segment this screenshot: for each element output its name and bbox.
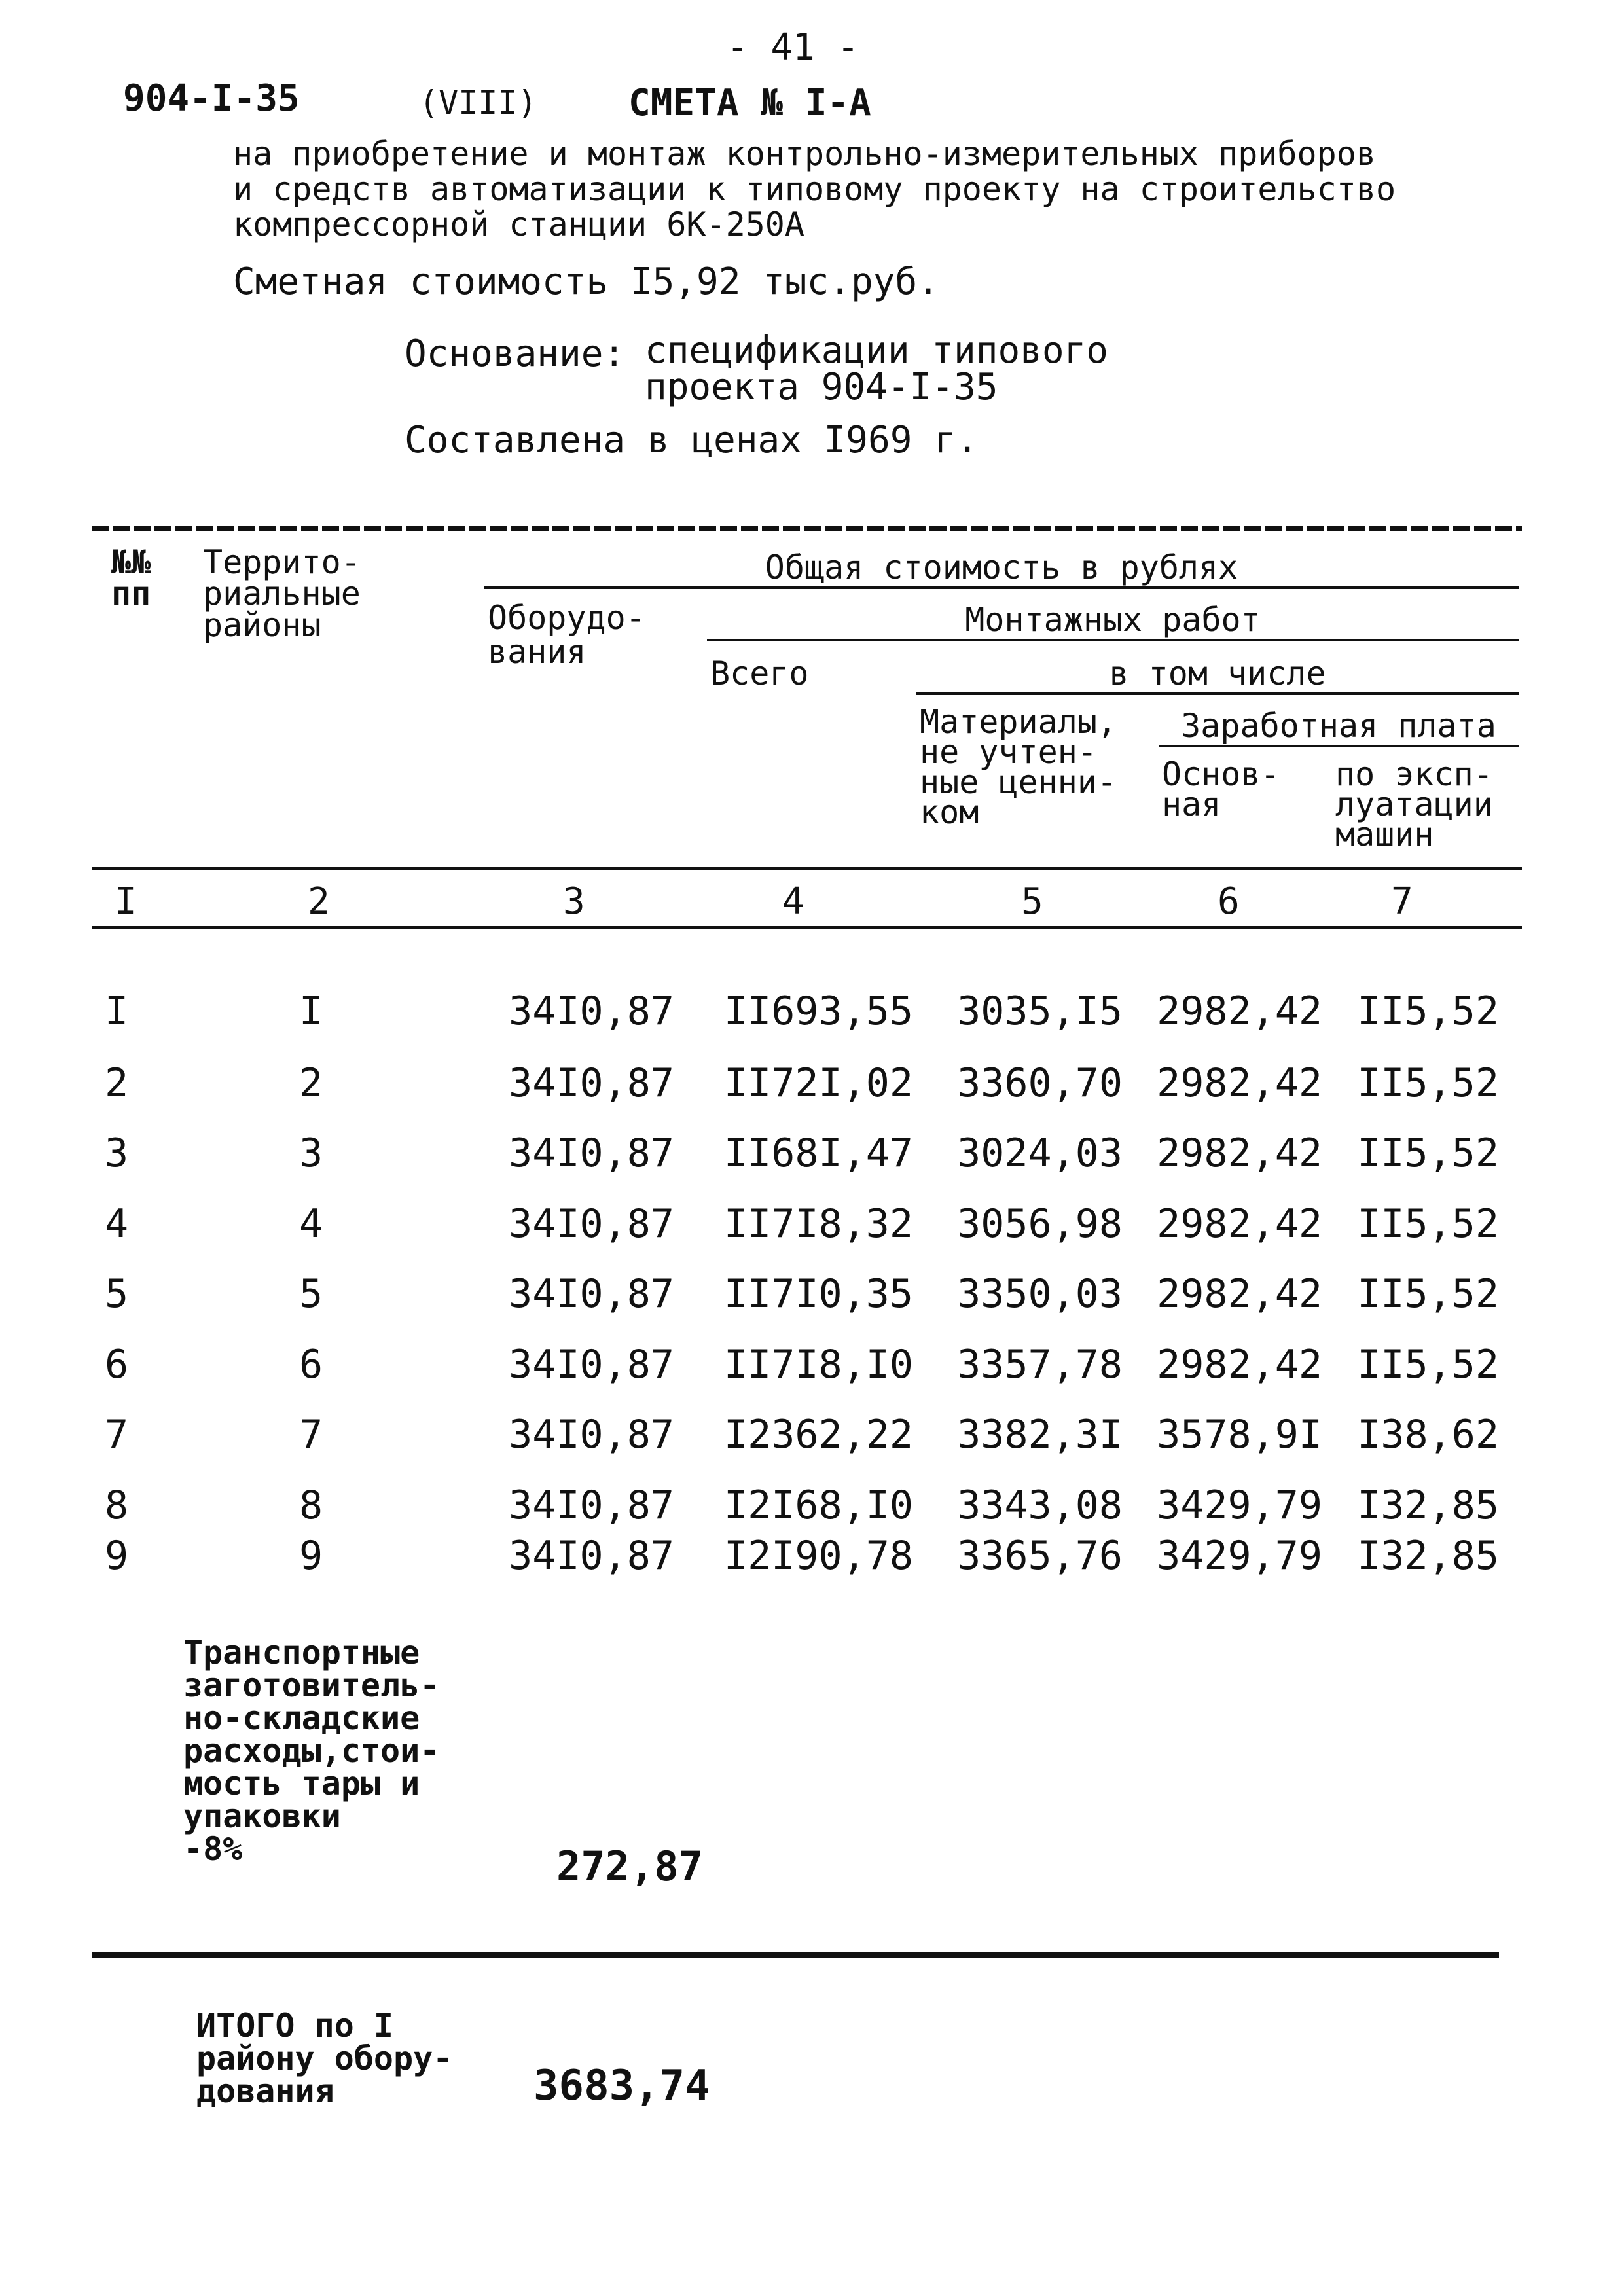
header-equipment: Оборудо- вания bbox=[488, 599, 645, 671]
table-cell: I bbox=[105, 988, 129, 1034]
table-cell: I2I68,I0 bbox=[724, 1482, 913, 1528]
header-machines: по эксп- луатации машин bbox=[1335, 755, 1493, 853]
table-cell: I32,85 bbox=[1357, 1533, 1499, 1579]
transport-value: 272,87 bbox=[556, 1842, 703, 1890]
header-rule bbox=[916, 692, 1519, 695]
table-cell: I2362,22 bbox=[724, 1412, 913, 1458]
table-cell: 34I0,87 bbox=[509, 1533, 674, 1579]
column-number: 6 bbox=[1218, 880, 1240, 923]
column-number: I bbox=[115, 880, 137, 923]
transport-label-line: -8% bbox=[183, 1830, 243, 1868]
table-cell: 2982,42 bbox=[1157, 988, 1322, 1034]
table-cell: 4 bbox=[105, 1201, 129, 1247]
basis-label: Основание: bbox=[405, 332, 626, 375]
total-rule bbox=[92, 1952, 1499, 1958]
total-label-line: ИТОГО по I bbox=[196, 2007, 394, 2045]
table-cell: 2982,42 bbox=[1157, 1060, 1322, 1106]
table-cell: 34I0,87 bbox=[509, 1060, 674, 1106]
basis-line: спецификации типового bbox=[645, 329, 1109, 372]
transport-label-line: упаковки bbox=[183, 1797, 341, 1835]
table-cell: I38,62 bbox=[1357, 1412, 1499, 1458]
transport-label bbox=[183, 1634, 440, 1868]
table-cell: 34I0,87 bbox=[509, 1201, 674, 1247]
header-num: №№ пп bbox=[111, 543, 151, 613]
table-cell: 3056,98 bbox=[957, 1201, 1123, 1247]
table-cell: 2982,42 bbox=[1157, 1342, 1322, 1388]
table-cell: II68I,47 bbox=[724, 1130, 913, 1176]
table-cell: 34I0,87 bbox=[509, 1342, 674, 1388]
column-numbers-rule bbox=[92, 926, 1522, 929]
prices-year: Составлена в ценах I969 г. bbox=[405, 419, 979, 461]
total-value: 3683,74 bbox=[533, 2062, 710, 2110]
basis-text bbox=[645, 329, 1109, 408]
table-cell: II7I0,35 bbox=[724, 1271, 913, 1317]
column-number: 2 bbox=[308, 880, 330, 923]
header-rule bbox=[484, 586, 1519, 589]
table-cell: 5 bbox=[298, 1271, 323, 1317]
table-cell: 8 bbox=[298, 1482, 323, 1528]
header-total-cost: Общая стоимость в рублях bbox=[765, 548, 1238, 586]
header-installation: Монтажных работ bbox=[965, 601, 1261, 639]
header-including: в том числе bbox=[1109, 655, 1326, 692]
total-label-line: району обору- bbox=[196, 2039, 453, 2077]
table-cell: I32,85 bbox=[1357, 1482, 1499, 1528]
table-cell: 9 bbox=[105, 1533, 129, 1579]
table-cell: 8 bbox=[105, 1482, 129, 1528]
table-top-rule bbox=[92, 526, 1522, 531]
transport-label-line: но-складские bbox=[183, 1699, 420, 1737]
header-materials: Материалы, не учтен- ные ценни- ком bbox=[920, 703, 1117, 831]
page-number: - 41 - bbox=[727, 26, 859, 69]
table-cell: II5,52 bbox=[1357, 1060, 1499, 1106]
table-cell: 3429,79 bbox=[1157, 1482, 1322, 1528]
table-cell: 6 bbox=[105, 1342, 129, 1388]
subtitle-line: на приобретение и монтаж контрольно-измерительных приборов bbox=[233, 135, 1376, 173]
table-cell: 9 bbox=[298, 1533, 323, 1579]
header-wages: Заработная плата bbox=[1181, 707, 1496, 745]
table-cell: 7 bbox=[105, 1412, 129, 1458]
table-cell: 2 bbox=[105, 1060, 129, 1106]
table-cell: 3357,78 bbox=[957, 1342, 1123, 1388]
table-cell: 3382,3I bbox=[957, 1412, 1123, 1458]
table-cell: 3 bbox=[298, 1130, 323, 1176]
table-cell: 3343,08 bbox=[957, 1482, 1123, 1528]
table-cell: 34I0,87 bbox=[509, 1482, 674, 1528]
table-cell: II7I8,32 bbox=[724, 1201, 913, 1247]
table-cell: 3 bbox=[105, 1130, 129, 1176]
table-cell: II5,52 bbox=[1357, 1342, 1499, 1388]
table-cell: I2I90,78 bbox=[724, 1533, 913, 1579]
header-bottom-rule bbox=[92, 867, 1522, 870]
table-cell: 3365,76 bbox=[957, 1533, 1123, 1579]
table-cell: II7I8,I0 bbox=[724, 1342, 913, 1388]
transport-label-line: мость тары и bbox=[183, 1765, 420, 1803]
table-cell: 2982,42 bbox=[1157, 1201, 1322, 1247]
column-number: 5 bbox=[1021, 880, 1043, 923]
table-cell: 3578,9I bbox=[1157, 1412, 1322, 1458]
table-cell: 34I0,87 bbox=[509, 1271, 674, 1317]
table-cell: 2982,42 bbox=[1157, 1130, 1322, 1176]
document-title: СМЕТА № I-А bbox=[628, 82, 871, 124]
document-subtitle bbox=[233, 136, 1396, 242]
table-cell: II5,52 bbox=[1357, 1271, 1499, 1317]
table-cell: 3360,70 bbox=[957, 1060, 1123, 1106]
table-cell: II72I,02 bbox=[724, 1060, 913, 1106]
table-cell: 34I0,87 bbox=[509, 988, 674, 1034]
table-cell: 5 bbox=[105, 1271, 129, 1317]
transport-label-line: заготовитель- bbox=[183, 1666, 440, 1704]
table-cell: II5,52 bbox=[1357, 988, 1499, 1034]
transport-label-line: расходы,стои- bbox=[183, 1732, 440, 1770]
header-rule bbox=[1159, 745, 1519, 747]
header-rule bbox=[707, 639, 1519, 641]
column-number: 3 bbox=[563, 880, 585, 923]
estimated-cost: Сметная стоимость I5,92 тыс.руб. bbox=[233, 260, 939, 303]
table-cell: 3429,79 bbox=[1157, 1533, 1322, 1579]
table-cell: 34I0,87 bbox=[509, 1412, 674, 1458]
table-cell: II693,55 bbox=[724, 988, 913, 1034]
volume-mark: (VIII) bbox=[419, 84, 537, 122]
table-cell: II5,52 bbox=[1357, 1130, 1499, 1176]
header-basic: Основ- ная bbox=[1162, 755, 1280, 823]
total-label bbox=[196, 2009, 452, 2108]
table-cell: 7 bbox=[298, 1412, 323, 1458]
table-cell: 4 bbox=[298, 1201, 323, 1247]
subtitle-line: компрессорной станции 6К-250А bbox=[233, 206, 804, 243]
table-cell: I bbox=[298, 988, 323, 1034]
transport-label-line: Транспортные bbox=[183, 1634, 420, 1672]
header-region: Террито- риальные районы bbox=[203, 543, 361, 644]
table-cell: 3024,03 bbox=[957, 1130, 1123, 1176]
table-cell: 2 bbox=[298, 1060, 323, 1106]
table-cell: 2982,42 bbox=[1157, 1271, 1322, 1317]
column-number: 4 bbox=[782, 880, 804, 923]
project-code: 904-I-35 bbox=[123, 77, 300, 120]
subtitle-line: и средств автоматизации к типовому проекту на строительство bbox=[233, 170, 1396, 208]
table-cell: 6 bbox=[298, 1342, 323, 1388]
table-cell: II5,52 bbox=[1357, 1201, 1499, 1247]
table-cell: 3035,I5 bbox=[957, 988, 1123, 1034]
column-number: 7 bbox=[1391, 880, 1413, 923]
table-cell: 3350,03 bbox=[957, 1271, 1123, 1317]
table-cell: 34I0,87 bbox=[509, 1130, 674, 1176]
total-label-line: дования bbox=[196, 2072, 334, 2110]
header-total: Всего bbox=[710, 655, 809, 692]
basis-line: проекта 904-I-35 bbox=[645, 366, 998, 408]
